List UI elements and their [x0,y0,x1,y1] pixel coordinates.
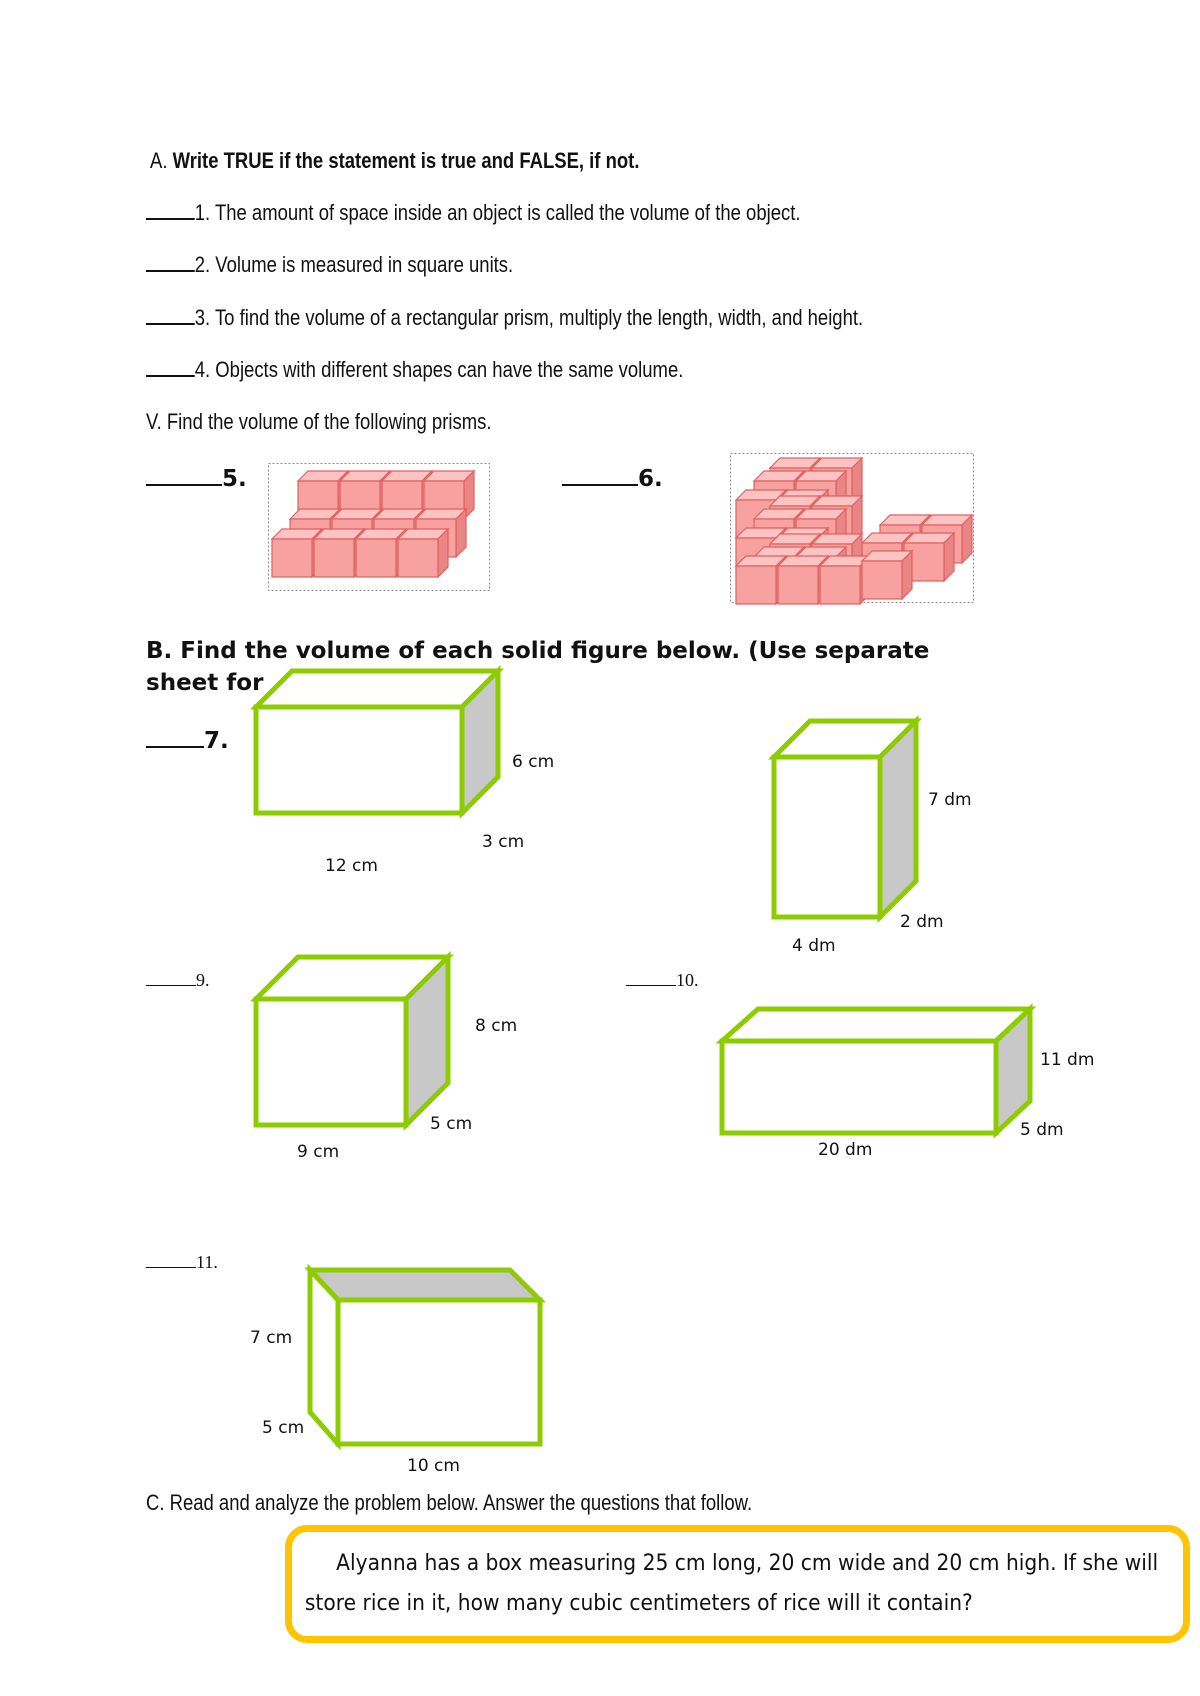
section-a-title: Write TRUE if the statement is true and FALSE, if not. [172,148,640,173]
prism-figure-11 [306,1266,546,1448]
item-number: 5. [222,466,247,492]
fig10-height-label: 11 dm [1040,1050,1095,1070]
answer-blank-5[interactable] [146,484,222,486]
fig9-length-label: 9 cm [297,1142,340,1162]
item-number: 4. [194,357,211,382]
fig7-depth-label: 3 cm [482,832,525,852]
answer-blank-2[interactable] [146,270,195,272]
section-b-title-line-2: sheet for [146,670,264,696]
prism-figure-7 [252,665,502,825]
item-6-label [562,466,663,492]
fig8-height-label: 7 dm [928,790,972,810]
item-number: 7. [204,728,229,754]
item-number: 3. [194,305,211,330]
answer-blank-10[interactable] [626,985,676,986]
item-text: Volume is measured in square units. [215,252,514,277]
fig10-length-label: 20 dm [818,1140,873,1160]
fig11-depth-label: 5 cm [262,1418,305,1438]
fig7-length-label: 12 cm [325,856,378,876]
word-problem-text: Alyanna has a box measuring 25 cm long, 20 cm wide and 20 cm high. If she will store rice in it, how many cubic centimeters of rice will it contain? [304,1551,1159,1616]
fig8-depth-label: 2 dm [900,912,944,932]
answer-blank-4[interactable] [146,375,195,377]
section-b-title-line-1: B. Find the volume of each solid figure below. (Use separate [146,638,930,664]
fig7-height-label: 6 cm [512,752,555,772]
section-a-header [150,148,639,174]
item-text: The amount of space inside an object is called the volume of the object. [214,200,801,225]
fig11-length-label: 10 cm [407,1456,460,1476]
true-false-item-3 [146,305,863,331]
item-number: 10. [676,970,699,990]
item-7-label [146,728,229,754]
answer-blank-1[interactable] [146,218,195,220]
answer-blank-3[interactable] [146,323,195,325]
prism-figure-8 [770,715,920,925]
item-5-label [146,466,247,492]
true-false-item-2 [146,252,513,278]
section-v-title: V. Find the volume of the following prisms. [146,409,492,434]
fig9-depth-label: 5 cm [430,1114,473,1134]
cube-stack-figure-6 [730,453,974,603]
true-false-item-1 [146,200,801,226]
item-10-label [626,970,699,991]
item-9-label [146,970,210,991]
item-number: 6. [638,466,663,492]
item-text: To find the volume of a rectangular prism, multiply the length, width, and height. [214,305,864,330]
item-number: 2. [194,252,211,277]
item-number: 11. [196,1252,218,1272]
answer-blank-11[interactable] [146,1267,196,1268]
prism-figure-9 [252,953,452,1133]
answer-blank-7[interactable] [146,746,204,748]
prism-figure-10 [718,1005,1038,1139]
item-number: 9. [196,970,210,990]
section-a-letter: A. [150,148,168,173]
answer-blank-9[interactable] [146,985,196,986]
fig11-height-label: 7 cm [250,1328,293,1348]
fig9-height-label: 8 cm [475,1016,518,1036]
word-problem-box [285,1525,1190,1643]
item-11-label [146,1252,218,1273]
true-false-item-4 [146,357,683,383]
fig8-length-label: 4 dm [792,936,836,956]
item-number: 1. [194,200,211,225]
answer-blank-6[interactable] [562,484,638,486]
item-text: Objects with different shapes can have the same volume. [215,357,684,382]
fig10-depth-label: 5 dm [1020,1120,1064,1140]
section-c-title: C. Read and analyze the problem below. Answer the questions that follow. [146,1490,753,1515]
cube-stack-figure-5 [268,463,490,591]
